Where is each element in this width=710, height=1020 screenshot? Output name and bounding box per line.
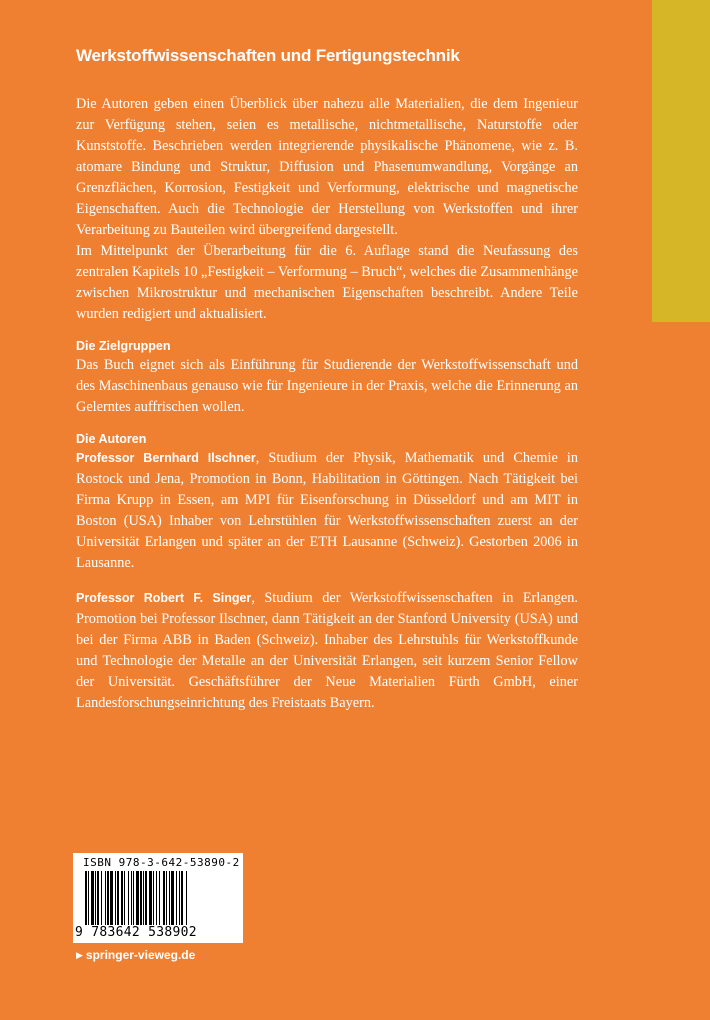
arrow-right-icon: ▶	[76, 949, 83, 960]
back-cover-content	[76, 46, 578, 714]
author-1-bio	[76, 448, 578, 574]
isbn-label: ISBN 978-3-642-53890-2	[83, 856, 240, 869]
barcode-bars	[85, 871, 231, 925]
description-paragraph-2: Im Mittelpunkt der Überarbeitung für die 6. Auflage stand die Neufassung des zentralen Kapitels 10 „Festigkeit – Verformung – Bruch“, welches die Zusammenhänge zwischen Mikrostruktur und mechanischen Eigenschaften beschreibt. Andere Teile wurden redigiert und aktualisiert.	[76, 243, 578, 322]
description-paragraph-1: Die Autoren geben einen Überblick über nahezu alle Materialien, die dem Ingenieur zur Verfügung stehen, seien es metallische, nichtmetallische, Naturstoffe oder Kunststoffe. Beschrieben werden integrierende physikalische Phänomene, wie z. B. atomare Bindung und Struktur, Diffusion und Phasenumwandlung, Vorgänge an Grenzflächen, Korrosion, Festigkeit und Verformung, elektrische und magnetische Eigenschaften. Auch die Technologie der Herstellung von Werkstoffen und ihrer Verarbeitung zu Bauteilen wird übergreifend dargestellt.	[76, 96, 578, 238]
author-2-bio-text: , Studium der Werkstoffwissenschaften in Erlangen. Promotion bei Professor Ilschner, dann Tätigkeit an der Stanford University (USA) und bei der Firma ABB in Baden (Schweiz). Inhaber des Lehrstuhls für Werkstoffkunde und Technologie der Metalle an der Universität Erlangen, seit kurzem Senior Fellow der Universität. Geschäftsführer der Neue Materialien Fürth GmbH, einer Landesforschungseinrichtung des Freistaats Bayern.	[76, 590, 578, 711]
author-2-name: Professor Robert F. Singer	[76, 591, 252, 605]
authors-heading: Die Autoren	[76, 432, 147, 446]
isbn-barcode	[73, 853, 243, 943]
author-1-bio-text: , Studium der Physik, Mathematik und Chemie in Rostock und Jena, Promotion in Bonn, Habilitation in Göttingen. Nach Tätigkeit bei Firma Krupp in Essen, am MPI für Eisenforschung in Düsseldorf und am MIT in Boston (USA) Inhaber von Lehrstühlen für Werkstoffwissenschaften zuerst an der Universität Erlangen und später an der ETH Lausanne (Schweiz). Gestorben 2006 in Lausanne.	[76, 450, 578, 571]
target-groups-text: Das Buch eignet sich als Einführung für Studierende der Werkstoffwissenschaft und des Maschinenbaus genauso wie für Ingenieure in der Praxis, welche die Erinnerung an Gelerntes auffrischen wollen.	[76, 357, 578, 415]
barcode-digits: 9 783642 538902	[75, 925, 197, 940]
target-groups-heading: Die Zielgruppen	[76, 339, 171, 353]
author-2-bio	[76, 588, 578, 714]
author-1-name: Professor Bernhard Ilschner	[76, 451, 256, 465]
accent-bar	[652, 0, 710, 322]
book-title: Werkstoffwissenschaften und Fertigungstechnik	[76, 46, 460, 65]
website-link[interactable]: springer-vieweg.de	[85, 948, 196, 962]
publisher-website[interactable]	[76, 948, 195, 962]
